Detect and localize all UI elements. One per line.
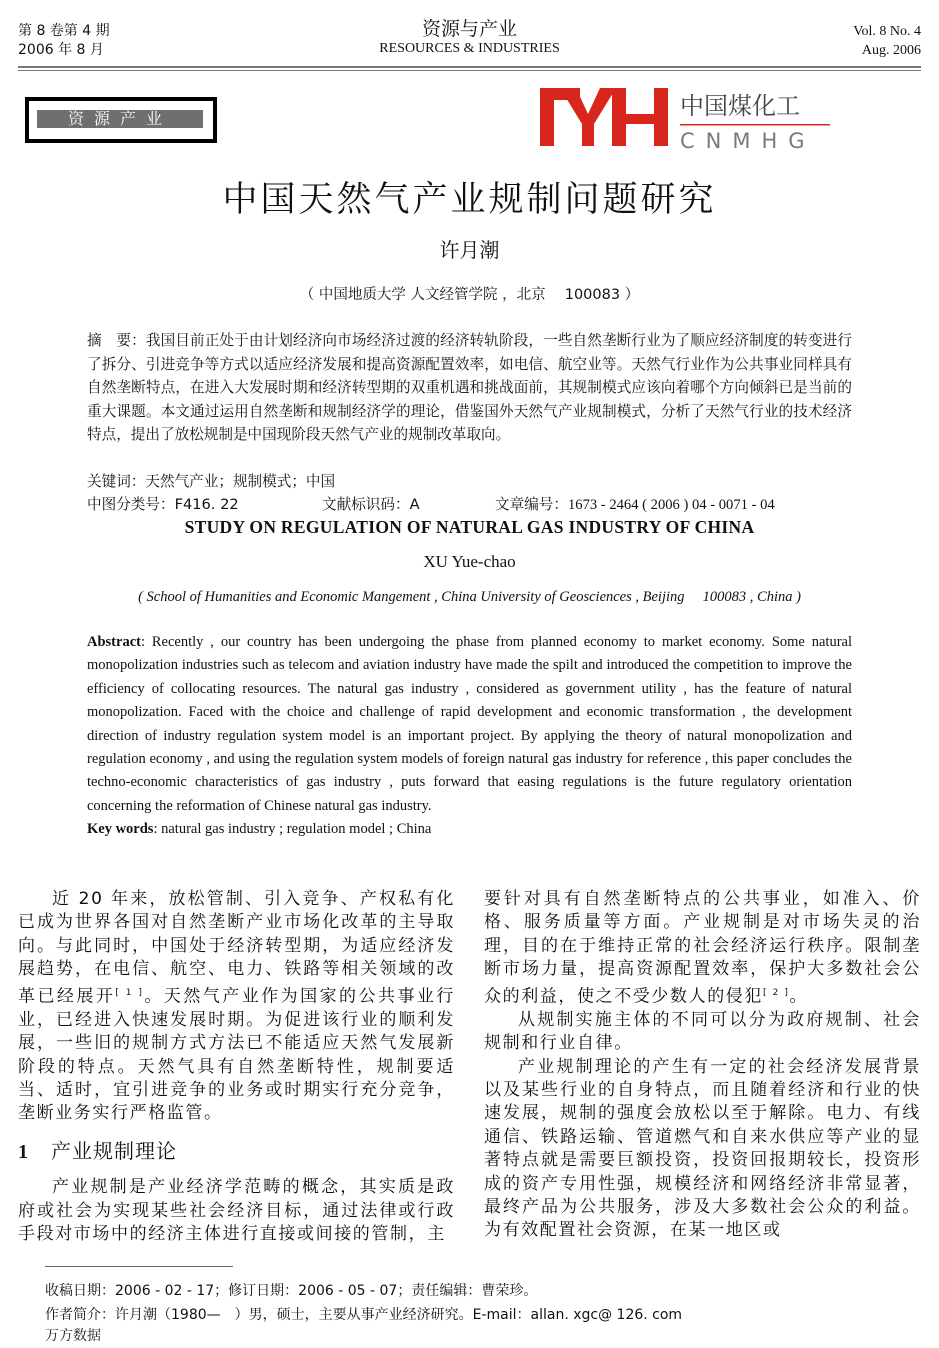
volume-cn: 第 8 卷第 4 期 — [18, 23, 110, 39]
keywords-cn: 关键词：天然气产业；规制模式；中国 — [87, 473, 336, 490]
issue-info-en — [853, 22, 921, 60]
footnote — [45, 1280, 682, 1327]
header-rule-thin — [18, 70, 921, 71]
body-paragraph: 产业规制理论的产生有一定的社会经济发展背景以及某些行业的自身特点，而且随着经济和行业的快速发展，规制的强度会放松以至于解除。电力、有线通信、铁路运输、管道燃气和自来水供应等产业的显著特点就是需要巨额投资，投资回报期较长，投资形成的资产专用性强，规模经济和网络经济非常显著，最终产品为公共服务，涉及大多数社会公众的利益。为有效配置社会资源，在某一地区或 — [484, 1056, 921, 1241]
issue-info-cn — [18, 22, 110, 60]
author-name: 许月潮 — [439, 238, 500, 262]
abstract-label: 摘 要： — [87, 332, 146, 349]
logo-text-en: CNMHG — [680, 129, 816, 153]
journal-name-cn: 资源与产业 — [421, 18, 517, 40]
journal-header — [260, 18, 679, 58]
citation-1: [ 1 ] — [115, 987, 144, 998]
author-bio: 作者简介：许月潮（1980— ）男，硕士，主要从事产业经济研究。E-mail：allan. xgc@ 126. com — [45, 1306, 683, 1323]
abstract-en-text: : Recently , our country has been undergoing the phase from planned economy to market economy. Some natural monopolization industries such as telecom and aviation industry have made the spilt and introduced the competition to improve the efficiency of collocating resources. The natural gas industry , considered as government utility , has the feature of natural monopolization. Faced with the choice and challenge of rapid development and economic transformation , the development direction of industry regulation system model is an important project. By applying the theory of natural monopolization and regulation economy , and using the regulation system models of foreign natural gas industry for reference , this paper concludes the techno-economic characteristics of gas industry , puts forward that easing regulations is the future regulatory orientation concerning the reformation of Chinese natural gas industry. — [87, 634, 852, 814]
footnote-rule — [45, 1266, 233, 1267]
section-heading — [18, 1140, 455, 1164]
logo-text-cn: 中国煤化工 — [680, 92, 800, 120]
yh-logo-icon — [540, 88, 840, 154]
paper-title: 中国天然气产业规制问题研究 — [222, 180, 717, 220]
body-paragraph — [484, 888, 921, 1009]
abstract-en — [87, 631, 852, 842]
keywords-en-label: Key words — [87, 821, 154, 838]
body-paragraph: 产业规制是产业经济学范畴的概念，其实质是政府或社会为实现某些社会经济目标，通过法律或行政手段对市场中的经济主体进行直接或间接的管制，主 — [18, 1177, 455, 1244]
keywords-en-text: : natural gas industry ; regulation model ; China — [153, 821, 432, 838]
paragraph-text: 。天然气产业作为国家的公共事业行业，已经进入快速发展时期。为促进该行业的顺利发展，一些旧的规制方式方法已不能适应天然气发展新阶段的特点。天然气具有自然垄断特性，规制要适当、适时，宜引进竞争的业务或时期实行充分竞争，垄断业务实行严格监管。 — [18, 986, 455, 1124]
citation-2: [ 2 ] — [763, 987, 790, 998]
watermark-logo — [540, 88, 840, 154]
column-label: 资源产业 — [37, 110, 203, 128]
classification-number: 中图分类号：F416. 22 — [87, 496, 239, 513]
received-date: 收稿日期：2006 - 02 - 17；修订日期：2006 - 05 - 07；责任编辑：曹荣珍。 — [45, 1283, 538, 1299]
abstract-en-label: Abstract — [87, 634, 141, 650]
english-affiliation: ( School of Humanities and Economic Mangement , China University of Geosciences , Beijing 100083 , China ) — [138, 589, 801, 605]
date-cn: 2006 年 8 月 — [18, 42, 104, 58]
paragraph-text: 近 20 年来，放松管制、引入竞争、产权私有化已成为世界各国对自然垄断产业市场化改革的主导取向。与此同时，中国处于经济转型期，为适应经济发展趋势，在电信、航空、电力、铁路等相关领域的改革已经展开 — [18, 889, 455, 1007]
database-watermark: 万方数据 — [45, 1328, 101, 1344]
english-author: XU Yue-chao — [423, 552, 516, 571]
body-paragraph: 从规制实施主体的不同可以分为政府规制、社会规制和行业自律。 — [484, 1009, 921, 1054]
header-rule — [18, 66, 921, 68]
body-column-left — [18, 888, 455, 1246]
date-en: Aug. 2006 — [861, 43, 921, 58]
volume-en: Vol. 8 No. 4 — [853, 24, 921, 39]
journal-name-en: RESOURCES & INDUSTRIES — [379, 41, 560, 56]
english-title: STUDY ON REGULATION OF NATURAL GAS INDUSTRY OF CHINA — [184, 517, 755, 537]
section-number: 1 — [18, 1140, 29, 1163]
affiliation: （ 中国地质大学 人文经管学院 ，北京 100083 ） — [299, 287, 640, 303]
column-label-box — [25, 97, 217, 143]
article-number: 文章编号：1673 - 2464 ( 2006 ) 04 - 0071 - 04 — [495, 497, 775, 513]
document-code: 文献标识码：A — [322, 496, 420, 513]
abstract-cn — [87, 329, 852, 447]
paragraph-text: 要针对具有自然垄断特点的公共事业，如准入、价格、服务质量等方面。产业规制是对市场失灵的治理，目的在于维持正常的社会经济运行秩序。限制垄断市场力量，提高资源配置效率，保护大多数社会公众的利益，使之不受少数人的侵犯 — [484, 889, 921, 1007]
body-column-right — [484, 888, 921, 1243]
body-paragraph — [18, 888, 455, 1126]
paragraph-text: 。 — [789, 986, 809, 1007]
section-title: 产业规制理论 — [51, 1138, 177, 1163]
abstract-text: 我国目前正处于由计划经济向市场经济过渡的经济转轨阶段，一些自然垄断行业为了顺应经济制度的转变进行了拆分、引进竞争等方式以适应经济发展和提高资源配置效率，如电信、航空业等。天然气行业作为公共事业同样具有自然垄断特点，在进入大发展时期和经济转型期的双重机遇和挑战面前，其规制模式应该向着哪个方向倾斜已是当前的重大课题。本文通过运用自然垄断和规制经济学的理论，借鉴国外天然气产业规制模式，分析了天然气行业的技术经济特点，提出了放松规制是中国现阶段天然气产业的规制改革取向。 — [87, 332, 852, 443]
article-meta — [87, 470, 867, 517]
